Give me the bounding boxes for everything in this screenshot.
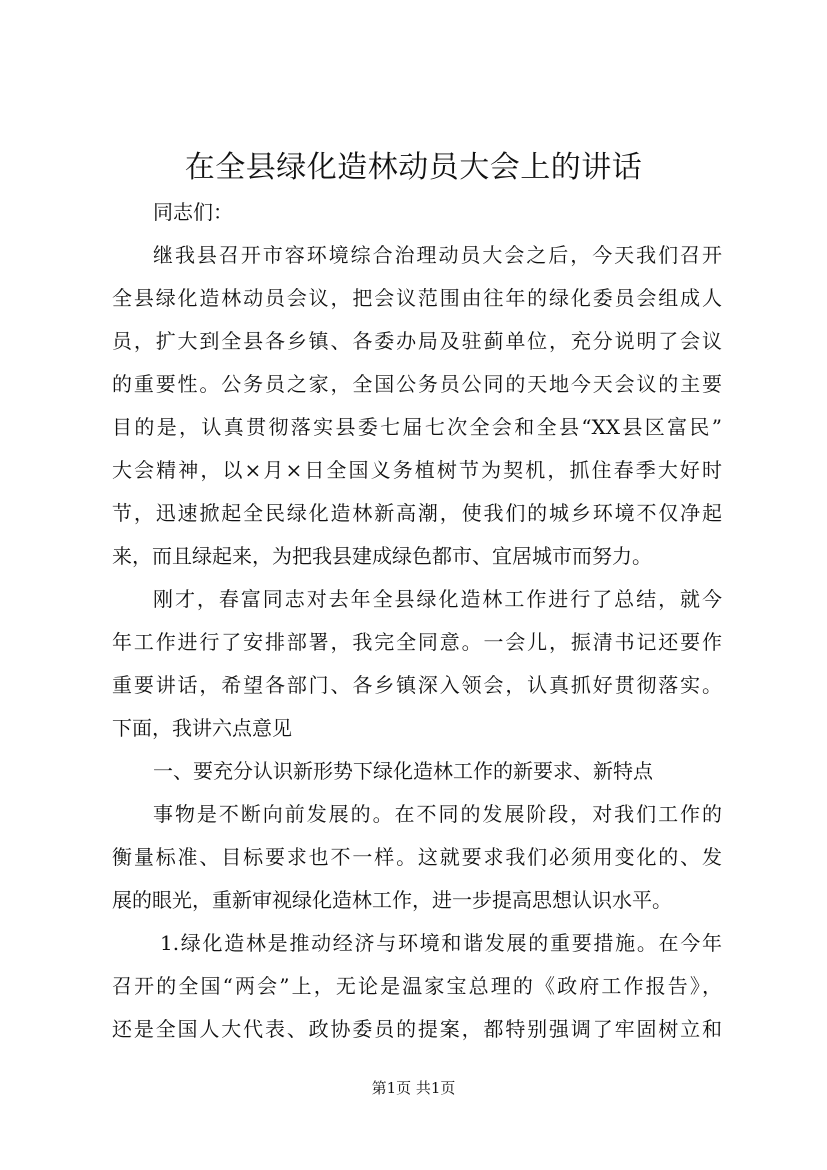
section-heading: 一、要充分认识新形势下绿化造林工作的新要求、新特点 [153, 759, 653, 783]
salutation: 同志们： [153, 200, 233, 224]
paragraph-line: 年工作进行了安排部署，我完全同意。一会儿，振清书记还要作 [112, 630, 722, 654]
paragraph-line: 事物是不断向前发展的。在不同的发展阶段，对我们工作的 [153, 802, 722, 826]
paragraph-line: 下面，我讲六点意见 [112, 716, 292, 740]
paragraph-line: 召开的全国“两会”上，无论是温家宝总理的《政府工作报告》， [112, 974, 722, 998]
paragraph-line: 展的眼光，重新审视绿化造林工作，进一步提高思想认识水平。 [112, 888, 672, 912]
paragraph-line: 大会精神，以×月×日全国义务植树节为契机，抓住春季大好时 [112, 458, 722, 482]
paragraph-line: 的重要性。公务员之家，全国公务员公同的天地今天会议的主要 [112, 372, 722, 396]
paragraph-line: 节，迅速掀起全民绿化造林新高潮，使我们的城乡环境不仅净起 [112, 501, 722, 525]
paragraph-line: 1.绿化造林是推动经济与环境和谐发展的重要措施。在今年 [160, 931, 722, 955]
paragraph-line: 重要讲话，希望各部门、各乡镇深入领会，认真抓好贯彻落实。 [112, 673, 722, 697]
paragraph-line: 目的是，认真贯彻落实县委七届七次全会和全县“XX县区富民” [112, 415, 722, 439]
page-number: 第1页 共1页 [371, 1079, 456, 1097]
paragraph-line: 刚才，春富同志对去年全县绿化造林工作进行了总结，就今 [153, 587, 722, 611]
paragraph-line: 员，扩大到全县各乡镇、各委办局及驻蓟单位，充分说明了会议 [112, 329, 722, 353]
paragraph-line: 来，而且绿起来，为把我县建成绿色都市、宜居城市而努力。 [112, 544, 652, 568]
paragraph-line: 还是全国人大代表、政协委员的提案，都特别强调了牢固树立和 [112, 1017, 722, 1041]
document-title: 在全县绿化造林动员大会上的讲话 [184, 150, 643, 185]
paragraph-line: 全县绿化造林动员会议，把会议范围由往年的绿化委员会组成人 [112, 286, 722, 310]
paragraph-line: 衡量标准、目标要求也不一样。这就要求我们必须用变化的、发 [112, 845, 722, 869]
paragraph-line: 继我县召开市容环境综合治理动员大会之后，今天我们召开 [153, 243, 722, 267]
